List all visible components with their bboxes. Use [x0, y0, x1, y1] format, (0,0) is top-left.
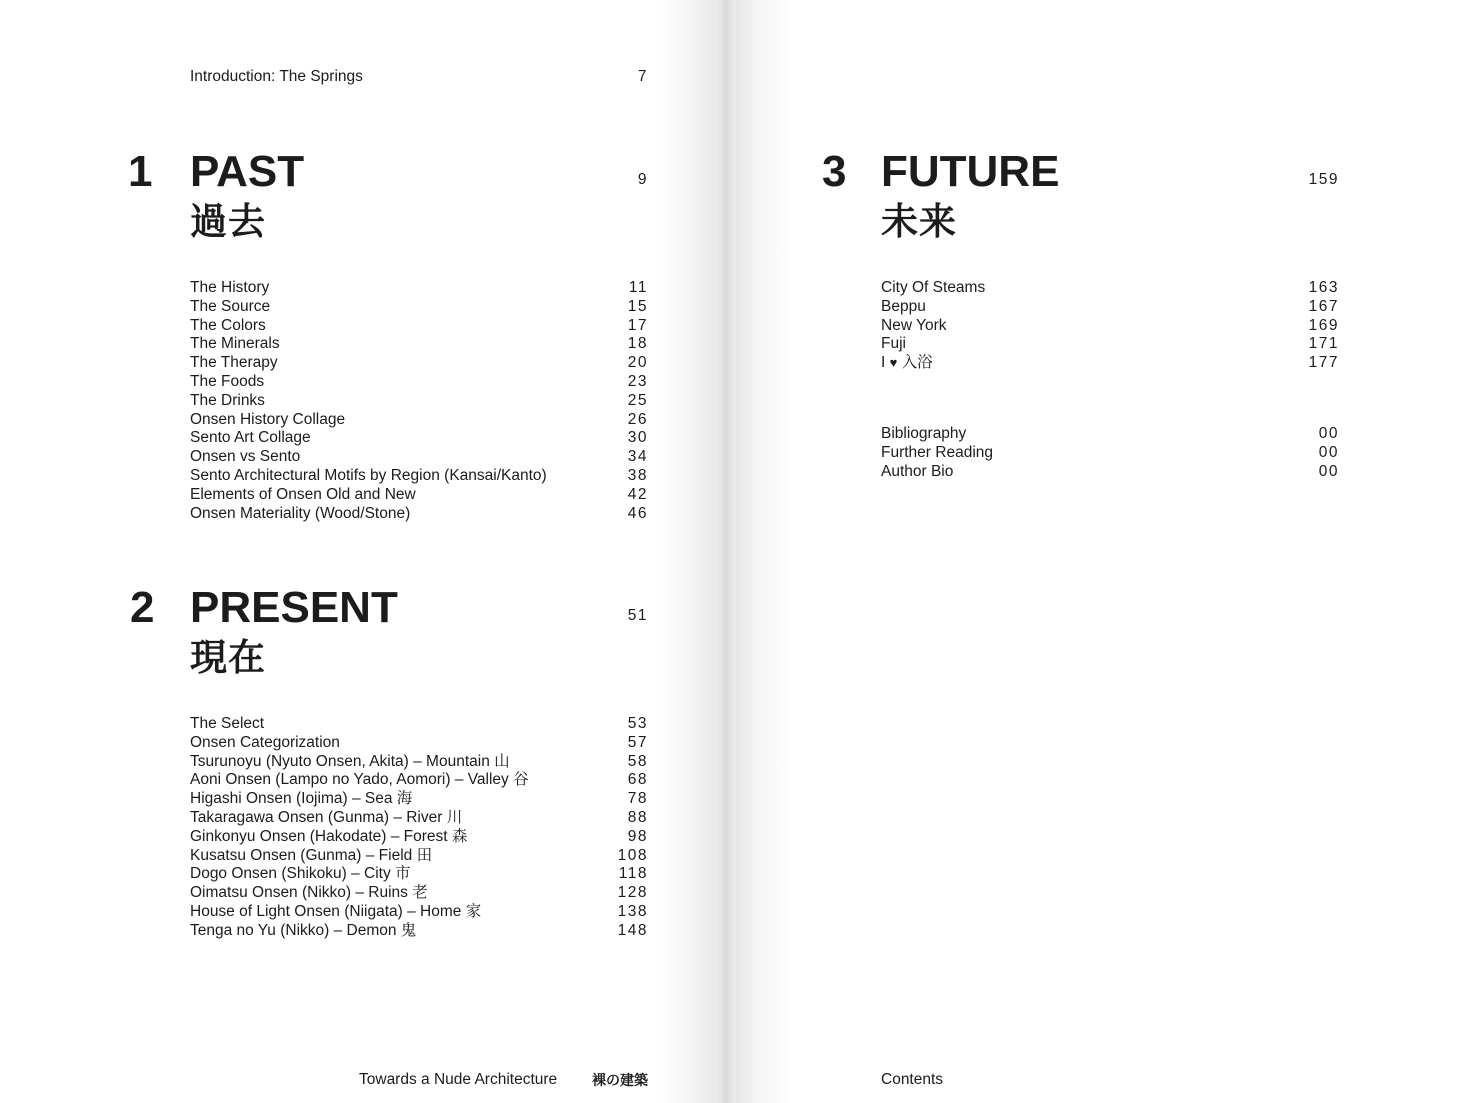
entry-page-number: 138 — [617, 902, 648, 920]
entry-label: Elements of Onsen Old and New — [190, 485, 416, 503]
entry-label: Beppu — [881, 297, 926, 315]
chapter-1-entries — [190, 279, 650, 523]
entry-page-number: 169 — [1308, 316, 1339, 334]
list-item — [881, 317, 1341, 336]
entry-page-number: 38 — [627, 466, 648, 484]
list-item — [881, 463, 1341, 482]
book-gutter — [716, 0, 736, 1103]
entry-page-number: 25 — [627, 391, 648, 409]
chapter-title: PAST — [190, 147, 305, 196]
chapter-title-japanese: 現在 — [190, 637, 266, 678]
right-page — [736, 0, 1470, 1103]
list-item — [190, 373, 650, 392]
entry-label: Further Reading — [881, 443, 994, 461]
running-footer-title: Contents — [881, 1071, 944, 1088]
back-matter-entries — [881, 425, 1341, 481]
entry-page-number: 78 — [627, 790, 648, 808]
intro-page-number: 7 — [637, 68, 648, 85]
entry-page-number: 20 — [627, 354, 648, 372]
entry-page-number: 118 — [618, 865, 648, 883]
entry-page-number: 171 — [1308, 335, 1339, 353]
entry-page-number: 88 — [627, 808, 648, 826]
entry-label: The Therapy — [190, 354, 278, 372]
entry-label: Ginkonyu Onsen (Hakodate) – Forest 森 — [190, 827, 468, 845]
entry-page-number: 34 — [627, 448, 648, 466]
entry-label: Author Bio — [881, 462, 954, 480]
entry-page-number: 167 — [1308, 297, 1339, 315]
list-item — [190, 865, 650, 884]
list-item — [190, 884, 650, 903]
entry-label: Oimatsu Onsen (Nikko) – Ruins 老 — [190, 884, 428, 902]
intro-label: Introduction: The Springs — [190, 68, 363, 85]
entry-page-number: 163 — [1308, 279, 1339, 296]
entry-label: Takaragawa Onsen (Gunma) – River 川 — [190, 808, 463, 826]
entry-label: New York — [881, 316, 947, 334]
chapter-page-number: 51 — [627, 607, 648, 624]
chapter-page-number: 9 — [637, 171, 648, 188]
list-item — [190, 298, 650, 317]
entry-page-number: 23 — [627, 372, 648, 390]
entry-label-letter: I — [881, 354, 886, 372]
entry-label: Onsen History Collage — [190, 410, 346, 428]
entry-page-number: 68 — [627, 771, 648, 789]
chapter-number: 2 — [130, 583, 155, 632]
chapter-number: 3 — [822, 147, 847, 196]
list-item — [190, 335, 650, 354]
entry-label: Aoni Onsen (Lampo no Yado, Aomori) – Valley 谷 — [190, 771, 529, 789]
chapter-title: FUTURE — [881, 147, 1060, 196]
entry-label: The Colors — [190, 316, 266, 334]
entry-label: Fuji — [881, 335, 906, 353]
list-item — [190, 486, 650, 505]
chapter-2-entries — [190, 715, 650, 941]
list-item — [190, 790, 650, 809]
entry-label: Kusatsu Onsen (Gunma) – Field 田 — [190, 846, 433, 864]
entry-page-number: 00 — [1318, 443, 1339, 461]
running-footer-title: Towards a Nude Architecture — [359, 1071, 558, 1088]
chapter-title-japanese: 未来 — [881, 201, 957, 242]
list-item — [190, 771, 650, 790]
entry-page-number: 18 — [627, 335, 648, 353]
entry-page-number: 15 — [627, 297, 648, 315]
list-item — [190, 922, 650, 941]
list-item — [881, 298, 1341, 317]
entry-label: Sento Art Collage — [190, 429, 311, 447]
list-item — [190, 317, 650, 336]
entry-page-number: 17 — [627, 316, 648, 334]
list-item — [881, 425, 1341, 444]
list-item — [190, 715, 650, 734]
list-item — [190, 505, 650, 524]
entry-label: House of Light Onsen (Niigata) – Home 家 — [190, 902, 482, 920]
list-item — [881, 354, 1341, 373]
entry-label: Tsurunoyu (Nyuto Onsen, Akita) – Mountain 山 — [190, 752, 510, 770]
entry-page-number: 42 — [627, 485, 648, 503]
entry-label: The Minerals — [190, 335, 280, 353]
entry-page-number: 30 — [627, 429, 648, 447]
list-item — [190, 847, 650, 866]
heart-icon: ♥ — [889, 355, 898, 371]
list-item — [190, 828, 650, 847]
entry-label: Onsen vs Sento — [190, 448, 301, 466]
list-item — [881, 335, 1341, 354]
list-item — [190, 753, 650, 772]
entry-label: Dogo Onsen (Shikoku) – City 市 — [190, 865, 411, 883]
left-page — [0, 0, 716, 1103]
entry-page-number: 11 — [628, 279, 648, 296]
list-item — [190, 411, 650, 430]
entry-page-number: 00 — [1318, 425, 1339, 442]
entry-label: Tenga no Yu (Nikko) – Demon 鬼 — [190, 921, 417, 939]
entry-page-number: 177 — [1308, 354, 1339, 372]
entry-label: The Foods — [190, 372, 265, 390]
entry-label: Sento Architectural Motifs by Region (Kansai/Kanto) — [190, 466, 547, 484]
entry-label: Onsen Materiality (Wood/Stone) — [190, 504, 411, 522]
list-item — [881, 444, 1341, 463]
chapter-3-entries — [881, 279, 1341, 373]
chapter-title: PRESENT — [190, 583, 398, 632]
list-item — [190, 429, 650, 448]
entry-page-number: 53 — [627, 715, 648, 732]
list-item — [190, 392, 650, 411]
entry-label: The Select — [190, 715, 265, 732]
entry-label-japanese: 入浴 — [901, 354, 933, 372]
entry-page-number: 46 — [627, 504, 648, 522]
entry-label: The History — [190, 279, 270, 296]
list-item — [881, 279, 1341, 298]
list-item — [190, 279, 650, 298]
list-item — [190, 734, 650, 753]
chapter-number: 1 — [128, 147, 153, 196]
entry-label: Bibliography — [881, 425, 967, 442]
entry-label: The Drinks — [190, 391, 265, 409]
list-item — [190, 903, 650, 922]
entry-page-number: 128 — [617, 884, 648, 902]
entry-page-number: 00 — [1318, 462, 1339, 480]
entry-label: Higashi Onsen (Iojima) – Sea 海 — [190, 790, 413, 808]
entry-page-number: 148 — [617, 921, 648, 939]
entry-page-number: 108 — [617, 846, 648, 864]
entry-label: The Source — [190, 297, 271, 315]
list-item — [190, 448, 650, 467]
list-item — [190, 467, 650, 486]
chapter-title-japanese: 過去 — [190, 201, 266, 242]
entry-page-number: 58 — [627, 752, 648, 770]
running-footer-title-japanese: 裸の建築 — [592, 1072, 648, 1088]
entry-label — [881, 354, 933, 373]
entry-page-number: 98 — [627, 827, 648, 845]
list-item — [190, 354, 650, 373]
entry-label: Onsen Categorization — [190, 733, 340, 751]
entry-page-number: 26 — [627, 410, 648, 428]
chapter-page-number: 159 — [1308, 171, 1339, 188]
list-item — [190, 809, 650, 828]
entry-label: City Of Steams — [881, 279, 986, 296]
entry-page-number: 57 — [627, 733, 648, 751]
